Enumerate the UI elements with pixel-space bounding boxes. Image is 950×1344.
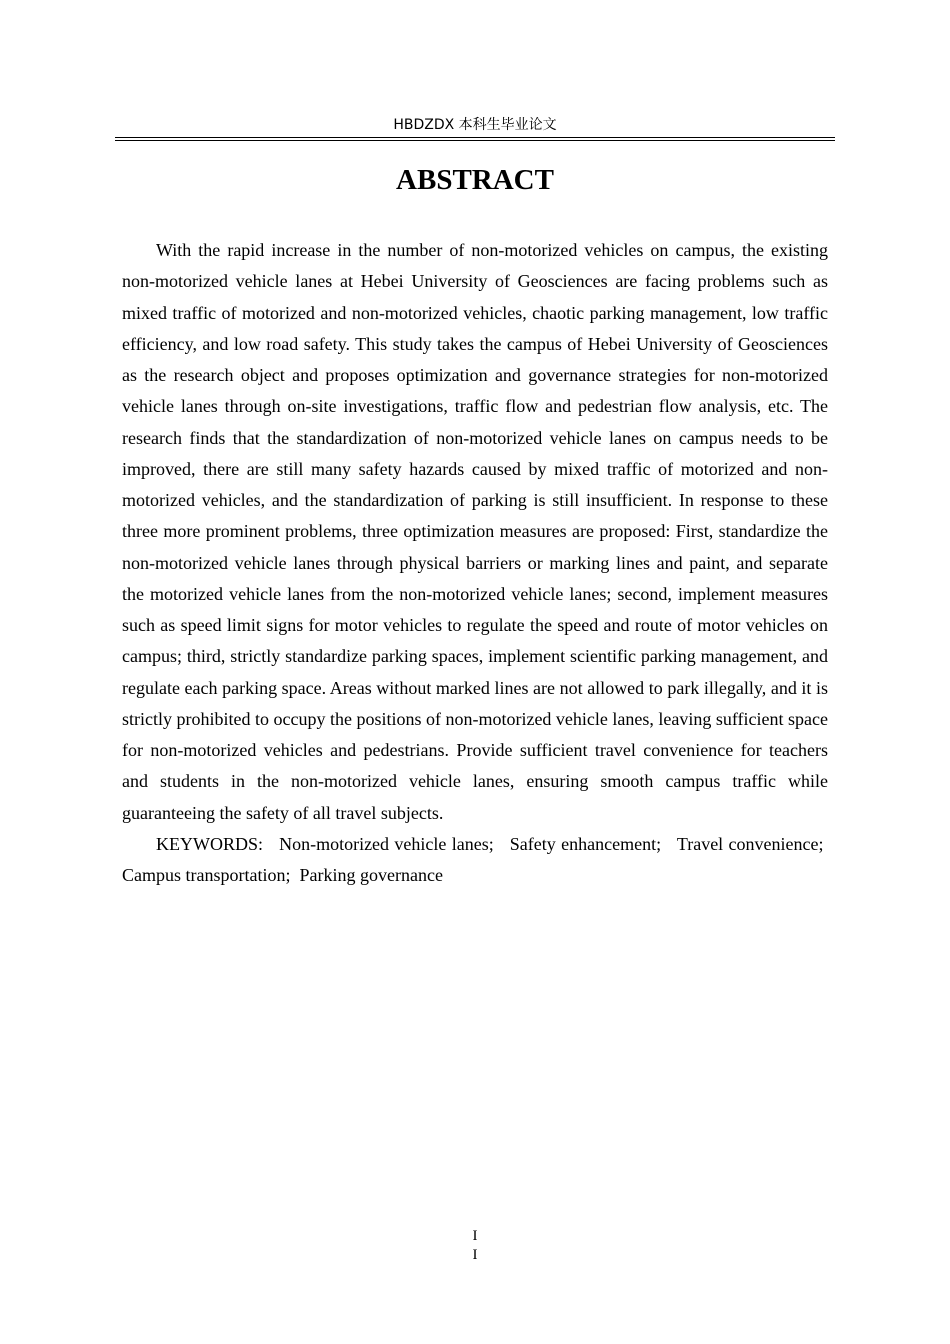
abstract-paragraph: With the rapid increase in the number of non-motorized vehicles on campus, the existing non-motorized vehicle lanes at Hebei University of Geosciences are facing problems such as mixed traffic of motorized and non-motorized vehicles, chaotic parking management, low traffic efficiency, and low road safety. This study takes the campus of Hebei University of Geosciences as the research object and proposes optimization and governance strategies for non-motorized vehicle lanes through on-site investigations, traffic flow and pedestrian flow analysis, etc. The research finds that the standardization of non-motorized vehicle lanes on campus needs to be improved, there are still many safety hazards caused by mixed traffic of motorized and non-motorized vehicles, and the standardization of parking is still insufficient. In response to these three more prominent problems, three optimization measures are proposed: First, standardize the non-motorized vehicle lanes through physical barriers or marking lines and paint, and separate the motorized vehicle lanes from the non-motorized vehicle lanes; second, implement measures such as speed limit signs for motor vehicles to regulate the speed and route of motor vehicles on campus; third, strictly standardize parking spaces, implement scientific parking management, and regulate each parking space. Areas without marked lines are not allowed to park illegally, and it is strictly prohibited to occupy the positions of non-motorized vehicle lanes, leaving sufficient space for non-motorized vehicles and pedestrians. Provide sufficient travel convenience for teachers and students in the non-motorized vehicle lanes, ensuring smooth campus traffic while guaranteeing the safety of all travel subjects. bbox=[122, 240, 828, 823]
keywords-label: KEYWORDS: bbox=[156, 833, 263, 854]
keyword-item: Campus transportation; bbox=[122, 865, 291, 885]
abstract-title: ABSTRACT bbox=[396, 164, 554, 196]
keyword-item: Non-motorized vehicle lanes; bbox=[279, 833, 494, 854]
page-number-bottom: I bbox=[472, 1247, 478, 1263]
keywords-line bbox=[122, 829, 828, 892]
page-number-top: I bbox=[472, 1228, 478, 1244]
keyword-item: Travel convenience; bbox=[676, 833, 824, 854]
running-header: HBDZDX 本科生毕业论文 bbox=[393, 117, 557, 133]
header-rule-thin bbox=[115, 140, 835, 141]
keyword-item: Safety enhancement; bbox=[509, 833, 662, 854]
abstract-body bbox=[122, 235, 828, 891]
header-rule-thick bbox=[115, 137, 835, 138]
page-number bbox=[465, 1227, 485, 1265]
keyword-item: Parking governance bbox=[299, 865, 443, 885]
